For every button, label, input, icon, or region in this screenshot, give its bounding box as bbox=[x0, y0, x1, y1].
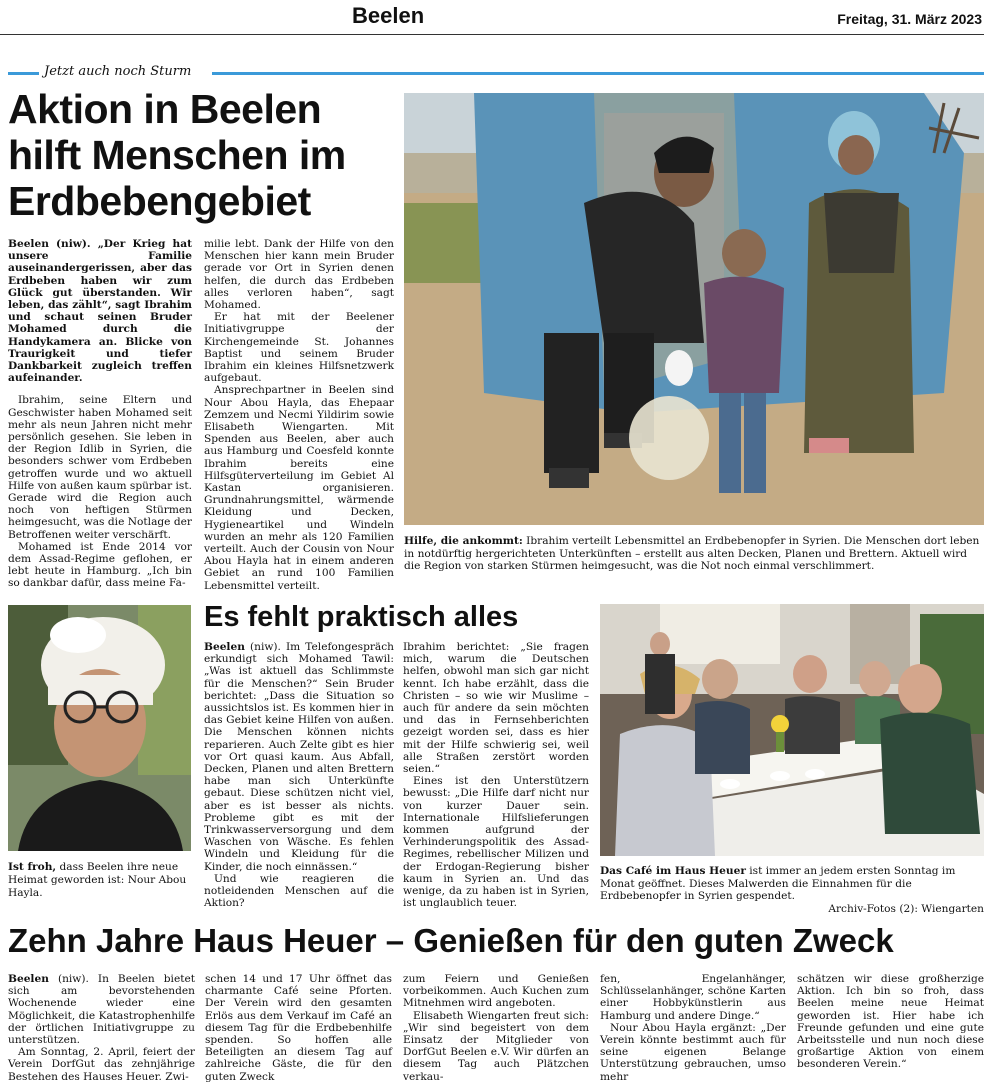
dateline: Beelen bbox=[204, 641, 245, 653]
issue-date: Freitag, 31. März 2023 bbox=[837, 11, 982, 27]
caption-lead: Das Café im Haus Heuer bbox=[600, 865, 746, 877]
paragraph: milie lebt. Dank der Hilfe von den Menschen hier kann mein Bruder gerade vor Ort in Syrien denen helfen, die durch das Erdbeben alles verloren haben“, sagt Mohamed. bbox=[204, 238, 394, 312]
paragraph bbox=[204, 641, 394, 873]
paragraph: Mohamed ist Ende 2014 vor dem Assad-Regime geflohen, er lebt heute in Hamburg. „Ich bin so dankbar dafür, dass meine Fa- bbox=[8, 540, 192, 590]
paragraph: schätzen wir diese großherzige Aktion. Ich bin so froh, dass Beelen meine neue Heimat geworden ist. Hier habe ich Freunde gefunden und eine gute Arbeitsstelle und nun noch diese großartige Aktion von einem besonderen Verein.“ bbox=[797, 973, 984, 1071]
article3-column-5 bbox=[797, 973, 984, 1071]
article1-column-1 bbox=[8, 238, 192, 590]
article3-column-1 bbox=[8, 973, 195, 1083]
ressort-title: Beelen bbox=[352, 3, 425, 28]
portrait-caption bbox=[8, 861, 194, 899]
paragraph: Elisabeth Wiengarten freut sich: „Wir sind begeistert von dem Einsatz der Mitglieder von DorfGut Beelen e.V. Wir dürfen an diesem Tag auch Plätzchen verkau- bbox=[403, 1009, 589, 1083]
paragraph-text: (niw). Im Telefongespräch erkundigt sich Mohamed Tawil: „Was ist aktuell das Schlimmste für die Menschen?“ Sein Bruder berichtet: „Dass die Situation so aussichtslos ist. Es kommen hier in das Gebiet keine Hilfen von außen. Die Menschen können nichts reparieren. Auch Zelte gibt es hier vor Ort quasi kaum. Aus Abfall, Decken, Planen und alten Brettern habe man sich Unterkünfte gebaut. Diese schützen nicht viel, aber es ist besser als nichts. Probleme gibt es mit der Trinkwasserversorgung und dem Waschen von Wäsche. Es fehlen Windeln und Kleidung für die Kinder, die noch einnässen.“ bbox=[204, 641, 394, 873]
article2-column-1 bbox=[204, 641, 394, 909]
caption-text: dass Beelen ihre neue Heimat geworden ist: Nour Abou Hayla. bbox=[8, 861, 187, 899]
photo-caption bbox=[404, 535, 982, 573]
article1-headline bbox=[8, 86, 398, 224]
article2-column-2 bbox=[403, 641, 589, 909]
kicker-rule-right bbox=[212, 72, 984, 75]
caption-text: Ibrahim verteilt Lebensmittel an Erdbebenopfer in Syrien. Die Menschen dort leben in notdürftig hergerichteten Unterkünften – erstellt aus alten Decken, Planen und Brettern. Aktuell wird die Region von starken Stürmen heimgesucht, was die Not noch einmal verschlimmert. bbox=[404, 535, 980, 572]
article1-column-2 bbox=[204, 238, 394, 592]
kicker: Jetzt auch noch Sturm bbox=[44, 64, 192, 79]
paragraph: Ibrahim berichtet: „Sie fragen mich, warum die Deutschen helfen, obwohl man sich gar nicht kennt. Ich habe erzählt, dass die Christen – so wie wir Muslime – auch für andere da sein möchten und das in Fernsehberichten gezeigt worden sei, dass es hier mit der Hilfe schwierig sei, weil alle Straßen zerstört worden seien.“ bbox=[403, 641, 589, 776]
article3-column-2 bbox=[205, 973, 392, 1083]
headline-line: Aktion in Beelen bbox=[8, 86, 322, 132]
kicker-rule-left bbox=[8, 72, 39, 75]
paragraph: Er hat mit der Beelener Initiativgruppe der Kirchengemeinde St. Johannes Baptist und seinem Bruder Ibrahim ein kleines Hilfsnetzwerk aufgebaut. bbox=[204, 311, 394, 385]
headline-line: hilft Menschen im bbox=[8, 132, 346, 178]
article3-column-3 bbox=[403, 973, 589, 1083]
paragraph: Und wie reagieren die notleidenden Menschen auf die Aktion? bbox=[204, 872, 394, 910]
photo-cafe-haus-heuer bbox=[600, 604, 984, 856]
caption-lead: Hilfe, die ankommt: bbox=[404, 535, 523, 547]
caption-body bbox=[600, 865, 984, 903]
article3-column-4 bbox=[600, 973, 786, 1083]
photo-aid-distribution bbox=[404, 93, 984, 525]
article3-headline: Zehn Jahre Haus Heuer – Genießen für den guten Zweck bbox=[8, 922, 894, 959]
caption-lead: Ist froh, bbox=[8, 861, 57, 873]
article1-lead: Beelen (niw). „Der Krieg hat unsere Familie auseinandergerissen, aber das Erdbeben haben wir zum Glück gut überstanden. Wir leben, das zählt“, sagt Ibrahim und schaut seinen Bruder Mohamed durch die Handykamera an. Blicke von Traurigkeit und tiefer Dankbarkeit zugleich treffen aufeinander. bbox=[8, 238, 192, 385]
photo-credit: Archiv-Fotos (2): Wiengarten bbox=[828, 902, 984, 915]
paragraph: Nour Abou Hayla ergänzt: „Der Verein könnte bestimmt auch für seine eigenen Belange Unterstützung gebrauchen, umso mehr bbox=[600, 1021, 786, 1083]
photo-caption bbox=[600, 865, 984, 915]
paragraph: fen, Engelanhänger, Schlüsselanhänger, schöne Karten einer Hobbykünstlerin aus Hamburg und andere Dinge.“ bbox=[600, 973, 786, 1022]
paragraph: Eines ist den Unterstützern bewusst: „Die Hilfe darf nicht nur von kurzer Dauer sein. Internationale Hilfslieferungen kommen aufgrund der Verhinderungspolitik des Assad-Regimes, rebellischer Milizen und der Erdogan-Regierung bisher kaum in Syrien an. Und das wenige, da zu haben ist in Syrien, ist unglaublich teuer. bbox=[403, 775, 589, 910]
paragraph: Am Sonntag, 2. April, feiert der Verein DorfGut das zehnjährige Bestehen des Hauses Heuer. Zwi- bbox=[8, 1046, 195, 1083]
paragraph: schen 14 und 17 Uhr öffnet das charmante Café seine Pforten. Der Verein wird den gesamten Erlös aus dem Verkauf im Café an diesem Tag für die Erdbebenhilfe spenden. So hoffen alle Beteiligten an diesem Tag auf zahlreiche Gäste, die für den guten Zweck bbox=[205, 973, 392, 1083]
paragraph: Ansprechpartner in Beelen sind Nour Abou Hayla, das Ehepaar Zemzem und Necmi Yildirim sowie Elisabeth Wiengarten. Mit Spenden aus Beelen, aber auch aus Hamburg und Coesfeld konnte Ibrahim bereits eine Hilfsgüterverteilung im Gebiet Al Kastan organisieren. Grundnahrungsmittel, wärmende Kleidung und Decken, Hygieneartikel und Windeln wurden an mehr als 120 Familien verteilt. Auch der Cousin von Nour Abou Hayla hat in einem anderen Gebiet an rund 100 Familien Lebensmittel verteilt. bbox=[204, 384, 394, 592]
paragraph: Ibrahim, seine Eltern und Geschwister haben Mohamed seit mehr als neun Jahren nicht mehr persönlich gesehen. Sie leben in der Region Idlib in Syrien, die besonders schwer vom Erdbeben getroffen wurde und wo aktuell Hilfe von außen kaum spürbar ist. Gerade wird die Region auch noch von heftigen Stürmen heimgesucht, was die Notlage der Betroffenen weiter verschärft. bbox=[8, 394, 192, 541]
paragraph: zum Feiern und Genießen vorbeikommen. Auch Kuchen zum Mitnehmen wird angeboten. bbox=[403, 973, 589, 1010]
paragraph-text: (niw). In Beelen bietet sich am bevorstehenden Wochenende wieder eine Möglichkeit, die Katastrophenhilfe der örtlichen Initiativgruppe zu unterstützen. bbox=[8, 973, 195, 1047]
caption-text: ist immer an jedem ersten Sonntag im Monat geöffnet. Dieses Malwerden die Einnahmen für die Erdbebenopfer in Syrien gespendet. bbox=[600, 865, 956, 902]
header-divider bbox=[0, 34, 984, 35]
portrait-nour-abou-hayla bbox=[8, 605, 191, 851]
article2-headline: Es fehlt praktisch alles bbox=[204, 601, 519, 633]
headline-line: Erdbebengebiet bbox=[8, 178, 311, 224]
dateline: Beelen bbox=[8, 973, 49, 985]
paragraph bbox=[8, 973, 195, 1046]
